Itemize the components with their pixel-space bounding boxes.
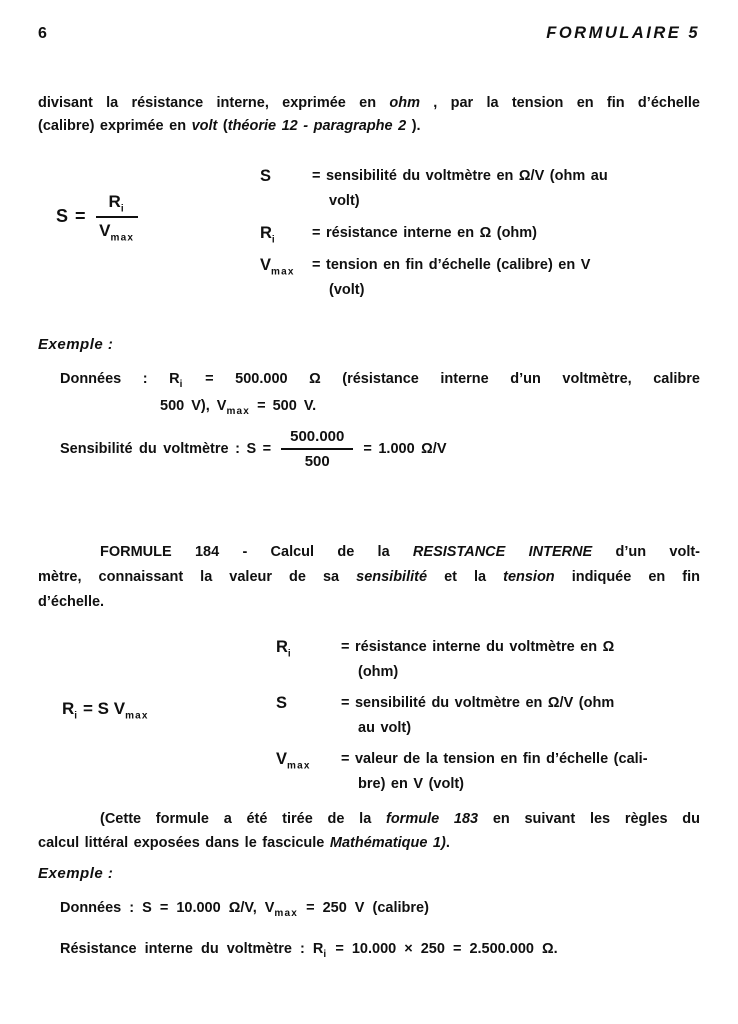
definition-row — [260, 253, 700, 303]
symbol-base: R — [108, 192, 121, 211]
symbol-base: R — [276, 638, 288, 656]
text-run: = 500.000 Ω (résistance interne d’un voltmètre, calibre — [183, 371, 700, 387]
text-run: d’un volt- — [592, 544, 700, 560]
definition-line: volt) — [329, 193, 360, 209]
definitions-list-184 — [276, 635, 700, 803]
text-run: Données : S = 10.000 Ω/V, V — [60, 900, 275, 916]
italic-run: formule 183 — [386, 811, 479, 827]
definition-row — [260, 164, 700, 214]
definition-text — [341, 635, 614, 685]
donnees-line-1 — [60, 367, 700, 391]
symbol-subscript: max — [226, 405, 251, 417]
text-run: - Calcul de la — [219, 544, 413, 560]
symbol-subscript: max — [110, 232, 135, 244]
formula-184-equation — [62, 699, 149, 722]
intro-line-2 — [38, 115, 700, 138]
definition-line: = tension en fin d’échelle (calibre) en V — [312, 257, 591, 273]
fraction-numerator — [96, 192, 138, 218]
definition-text — [312, 164, 608, 214]
text-run: ( — [217, 118, 228, 134]
symbol-base: V — [260, 256, 272, 274]
heading-line-3: d’échelle. — [38, 594, 105, 610]
text-run: = S V — [83, 699, 126, 718]
formule-184-heading — [38, 540, 700, 615]
symbol-base: S — [260, 167, 272, 185]
example-183-result — [60, 428, 700, 470]
italic-run: volt — [191, 118, 218, 134]
italic-run: théorie 12 - paragraphe 2 — [227, 118, 407, 134]
symbol-subscript: max — [274, 907, 299, 919]
definition-symbol — [260, 164, 312, 214]
text-run: mètre, connaissant la valeur de sa — [38, 569, 357, 585]
fraction-denominator — [96, 218, 138, 244]
symbol-base: S — [276, 694, 288, 712]
result-prefix: Sensibilité du voltmètre : S = — [60, 441, 272, 457]
page-header-title: FORMULAIRE 5 — [546, 24, 700, 42]
symbol-subscript: i — [179, 378, 184, 390]
definitions-list-183 — [260, 164, 700, 310]
formula-183 — [38, 192, 260, 244]
heading-line-2 — [38, 565, 700, 590]
definition-row — [276, 635, 700, 685]
text-run: calcul littéral exposées dans le fascicule — [38, 835, 330, 851]
example-184-donnees — [60, 894, 700, 922]
text-run: Données : R — [60, 371, 180, 387]
text-run: = 250 V (calibre) — [298, 900, 429, 916]
italic-run: Mathématique 1) — [329, 835, 446, 851]
symbol-subscript: max — [287, 760, 311, 772]
text-run: 500 V), V — [160, 398, 227, 414]
formula-lhs: S — [56, 206, 69, 226]
fraction — [281, 428, 353, 470]
symbol-base: R — [260, 224, 272, 242]
definition-line: = valeur de la tension en fin d’échelle (cali- — [341, 751, 648, 767]
definition-symbol — [276, 691, 341, 741]
definition-symbol — [260, 221, 312, 246]
definition-row — [276, 691, 700, 741]
definition-symbol — [276, 747, 341, 797]
definition-symbol — [276, 635, 341, 685]
page-number: 6 — [38, 25, 47, 42]
heading-line-1 — [38, 540, 700, 565]
definition-text — [341, 747, 648, 797]
definition-row — [276, 747, 700, 797]
fraction — [96, 192, 138, 244]
text-run: = 10.000 × 250 = 2.500.000 Ω. — [327, 941, 558, 957]
text-run: et la — [427, 569, 504, 585]
symbol-base: V — [276, 750, 288, 768]
equals-sign: = — [75, 206, 86, 226]
example-label: Exemple : — [38, 865, 114, 882]
formula-184 — [38, 699, 276, 722]
italic-run: ohm — [389, 95, 420, 111]
note-line-1 — [38, 807, 700, 831]
text-run: (calibre) exprimée en — [38, 118, 192, 134]
symbol-subscript: i — [74, 710, 79, 722]
italic-run: sensibilité — [356, 569, 428, 585]
text-run: ). — [406, 118, 421, 134]
italic-run: RESISTANCE INTERNE — [412, 544, 593, 560]
note-line-2 — [38, 831, 700, 855]
definition-line: (ohm) — [358, 664, 399, 680]
definition-line: = sensibilité du voltmètre en Ω/V (ohm au — [312, 168, 608, 184]
example-184-result — [60, 937, 700, 961]
text-run: = 500 V. — [250, 398, 317, 414]
example-183-donnees — [60, 367, 700, 422]
text-run: , par la tension en fin d’échelle — [419, 95, 700, 111]
intro-paragraph — [38, 92, 700, 138]
fraction-denominator: 500 — [304, 453, 330, 470]
donnees-line-2 — [60, 391, 700, 422]
definition-symbol — [260, 253, 312, 303]
fraction-numerator: 500.000 — [281, 428, 353, 450]
definition-text — [341, 691, 614, 741]
definition-line: = résistance interne en Ω (ohm) — [312, 225, 538, 241]
definition-line: au volt) — [358, 720, 412, 736]
formule-183-section — [38, 164, 700, 310]
definition-line: bre) en V (volt) — [358, 776, 465, 792]
symbol-subscript: max — [125, 710, 149, 722]
example-label: Exemple : — [38, 336, 114, 353]
text-run: divisant la résistance interne, exprimée en — [38, 95, 390, 111]
symbol-base: V — [99, 221, 111, 240]
text-run: en suivant les règles du — [478, 811, 700, 827]
definition-row — [260, 221, 700, 246]
definition-line: (volt) — [329, 282, 365, 298]
definition-text — [312, 253, 590, 303]
symbol-subscript: i — [323, 948, 328, 960]
note-paragraph — [38, 807, 700, 855]
symbol-subscript: i — [271, 234, 276, 246]
symbol-base: R — [62, 699, 75, 718]
italic-run: tension — [503, 569, 555, 585]
result-suffix: = 1.000 Ω/V — [363, 441, 447, 457]
definition-text — [312, 221, 537, 246]
definition-line: = résistance interne du voltmètre en Ω — [341, 639, 615, 655]
formule-184-section — [38, 635, 700, 803]
symbol-subscript: max — [271, 266, 295, 278]
text-run: Résistance interne du voltmètre : R — [60, 941, 324, 957]
symbol-subscript: i — [120, 203, 125, 215]
definition-line: = sensibilité du voltmètre en Ω/V (ohm — [341, 695, 615, 711]
formula-183-equation — [56, 192, 260, 244]
formule-number: FORMULE 184 — [100, 544, 220, 560]
text-run: indiquée en fin — [554, 569, 700, 585]
text-run: . — [445, 835, 450, 851]
symbol-subscript: i — [287, 648, 292, 660]
intro-line-1 — [38, 92, 700, 115]
text-run: (Cette formule a été tirée de la — [100, 811, 386, 827]
page-header — [38, 24, 700, 43]
